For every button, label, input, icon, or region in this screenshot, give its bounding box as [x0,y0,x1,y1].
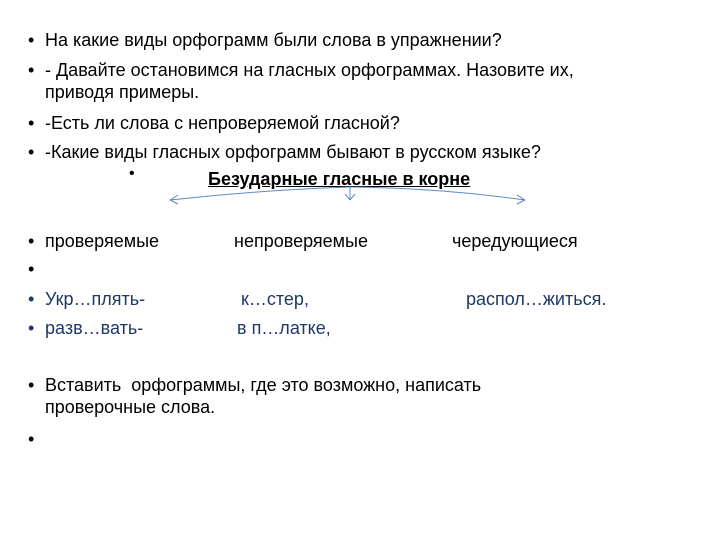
arrow-right [350,187,525,200]
question-3-text: -Есть ли слова с непроверяемой гласной? [45,113,400,133]
bullet-dot: • [28,60,35,80]
example-koster: к…стер, [241,289,309,309]
category-uncheckable: непроверяемые [234,231,368,251]
bullet-dot: • [28,289,35,309]
bullet-dot: • [28,375,35,395]
heading-unstressed-vowels: Безударные гласные в корне [208,169,471,189]
bullet-task [28,374,481,418]
category-alternating: чередующиеся [452,231,578,251]
heading-bullet: • [129,165,135,182]
arrow-left [170,187,350,200]
question-2-line-1: - Давайте остановимся на гласных орфограммах. Назовите их, [45,60,574,80]
example-v-platke: в п…латке, [237,318,331,338]
bullet-dot: • [28,113,35,133]
question-2-line-2: приводя примеры. [45,82,200,102]
question-4-text: -Какие виды гласных орфограмм бывают в русском языке? [45,142,541,162]
question-1-text: На какие виды орфограмм были слова в упражнении? [45,30,502,50]
bullet-dot: • [28,30,35,50]
task-line-1: Вставить орфограммы, где это возможно, написать [45,375,482,395]
task-line-2: проверочные слова. [45,397,216,417]
bullet-dot: • [28,259,35,279]
bullet-dot: • [28,142,35,162]
bullet-dot: • [28,318,35,338]
category-checkable: проверяемые [45,231,160,251]
example-razvivat: разв…вать- [45,318,144,338]
bullet-dot: • [28,429,35,449]
example-raspolozhitsya: распол…житься. [466,289,607,309]
bullet-dot: • [28,231,35,251]
example-ukreplyat: Укр…плять- [45,289,146,309]
